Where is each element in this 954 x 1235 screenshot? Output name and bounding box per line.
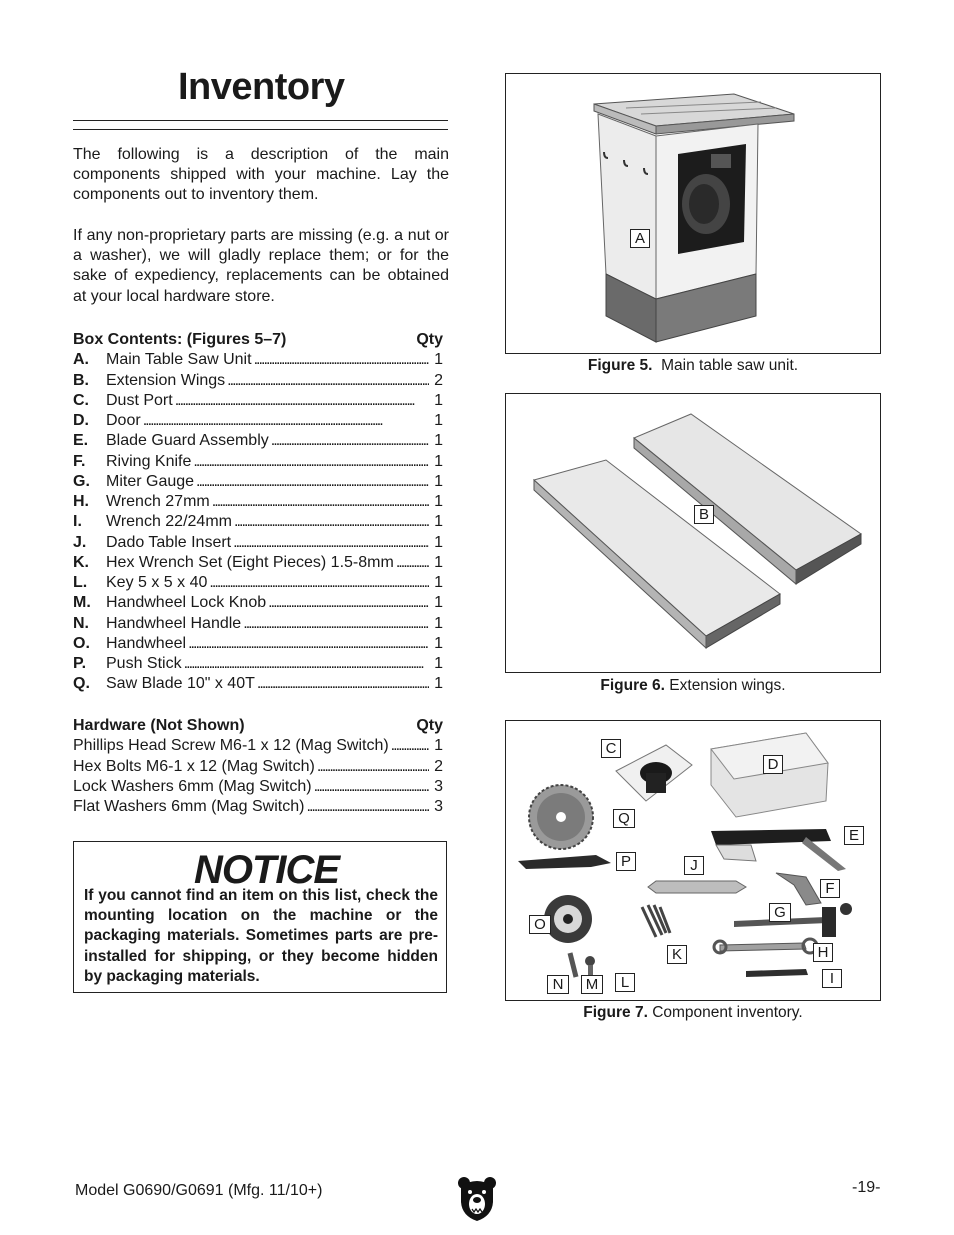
item-qty: 1: [434, 655, 443, 672]
inventory-row: [73, 778, 443, 798]
figure-caption-text: Component inventory.: [652, 1004, 803, 1021]
inventory-row: [73, 392, 443, 412]
inventory-row: [73, 615, 443, 635]
hardware-header: [73, 717, 443, 737]
inventory-row: [73, 534, 443, 554]
item-letter: F.: [73, 452, 86, 470]
inventory-row: [73, 412, 443, 432]
callout-label: L: [615, 973, 635, 992]
item-letter: H.: [73, 493, 89, 510]
inventory-row: [73, 493, 443, 513]
figure-caption-text: Extension wings.: [669, 677, 786, 694]
leader-dots: [184, 655, 429, 673]
figure-caption-text: Main table saw unit.: [661, 357, 799, 374]
table-saw-unit-illustration: [506, 74, 879, 352]
item-qty: 1: [434, 513, 443, 531]
inventory-row: [73, 554, 443, 574]
hardware-list: [73, 717, 443, 818]
callout-label: J: [684, 856, 704, 875]
item-name: Push Stick: [106, 655, 182, 672]
callout-label: K: [667, 945, 687, 964]
item-qty: 1: [434, 391, 443, 409]
figure-label: Figure 5.: [587, 357, 653, 374]
callout-label: P: [616, 852, 636, 871]
item-qty: 2: [434, 757, 443, 775]
item-letter: C.: [73, 391, 89, 409]
inventory-row: [73, 635, 443, 655]
item-qty: 1: [434, 553, 443, 571]
footer-model: Model G0690/G0691 (Mfg. 11/10+): [75, 1182, 323, 1199]
item-name: Saw Blade 10" x 40T: [106, 675, 255, 693]
leader-dots: [193, 453, 429, 471]
item-letter: Q.: [73, 675, 90, 693]
qty-header: Qty: [416, 717, 443, 734]
item-name: Wrench 27mm: [106, 493, 210, 510]
inventory-row: [73, 574, 443, 594]
figure-5-image: [505, 73, 881, 354]
item-name: Dust Port: [106, 391, 173, 409]
inventory-row: [73, 372, 443, 392]
callout-label: I: [822, 969, 842, 988]
item-name: Extension Wings: [106, 371, 226, 389]
figure-7-image: [505, 720, 881, 1001]
item-qty: 1: [434, 533, 443, 551]
box-contents-header: [73, 331, 443, 351]
inventory-row: [73, 432, 443, 452]
leader-dots: [317, 758, 429, 776]
page-title: Inventory: [178, 66, 345, 108]
inventory-row: [73, 351, 443, 371]
leader-dots: [234, 513, 429, 531]
leader-dots: [175, 392, 429, 410]
callout-label: C: [601, 739, 621, 758]
item-letter: G.: [73, 472, 90, 490]
item-qty: 1: [434, 614, 443, 632]
inventory-row: [73, 513, 443, 533]
leader-dots: [314, 778, 429, 796]
item-name: Blade Guard Assembly: [106, 432, 269, 450]
item-letter: A.: [73, 351, 89, 369]
leader-dots: [233, 534, 429, 552]
extension-wings-illustration: [506, 394, 879, 671]
item-qty: 1: [434, 452, 443, 470]
callout-label: Q: [613, 809, 635, 828]
box-contents-title: Box Contents: (Figures 5–7): [73, 331, 287, 348]
leader-dots: [227, 372, 429, 390]
callout-label: N: [547, 975, 569, 994]
leader-dots: [396, 554, 429, 572]
page-number: -19-: [852, 1179, 881, 1196]
inventory-row: [73, 737, 443, 757]
item-name: Miter Gauge: [106, 472, 195, 490]
leader-dots: [209, 574, 429, 592]
callout-label: M: [581, 975, 603, 994]
box-contents-list: [73, 331, 443, 696]
figure-label: Figure 6.: [600, 677, 665, 694]
item-letter: D.: [73, 412, 89, 429]
inventory-row: [73, 758, 443, 778]
item-name: Hex Bolts M6-1 x 12 (Mag Switch): [73, 757, 315, 775]
inventory-row: [73, 798, 443, 818]
inventory-row: [73, 594, 443, 614]
item-letter: K.: [73, 553, 89, 571]
item-letter: E.: [73, 432, 89, 450]
item-name: Handwheel: [106, 634, 187, 652]
hardware-title: Hardware (Not Shown): [73, 717, 245, 734]
callout-label: B: [694, 505, 714, 524]
item-name: Flat Washers 6mm (Mag Switch): [73, 798, 305, 815]
notice-title: NOTICE: [194, 848, 340, 892]
qty-header: Qty: [416, 331, 443, 348]
figure-5-caption: [505, 357, 881, 375]
leader-dots: [254, 351, 429, 369]
item-letter: P.: [73, 655, 87, 672]
item-qty: 3: [434, 798, 443, 815]
item-letter: L.: [73, 574, 88, 591]
figure-6-image: [505, 393, 881, 673]
item-qty: 2: [434, 371, 443, 389]
item-name: Lock Washers 6mm (Mag Switch): [73, 777, 312, 795]
inventory-row: [73, 675, 443, 695]
item-letter: O.: [73, 634, 90, 652]
item-letter: M.: [73, 594, 91, 612]
item-qty: 1: [434, 472, 443, 490]
bear-head-icon: [458, 1176, 496, 1222]
item-letter: I.: [73, 513, 82, 531]
intro-paragraph: The following is a description of the main components shipped with your machine. Lay the components out to inventory them.: [73, 146, 449, 204]
item-name: Wrench 22/24mm: [106, 513, 232, 531]
title-rule-top: [73, 120, 448, 121]
inventory-row: [73, 473, 443, 493]
notice-box: [73, 841, 447, 993]
callout-label: A: [630, 229, 650, 248]
leader-dots: [268, 594, 429, 612]
item-name: Handwheel Handle: [106, 614, 242, 632]
leader-dots: [196, 473, 429, 491]
item-name: Phillips Head Screw M6-1 x 12 (Mag Switch): [73, 737, 389, 755]
item-qty: 1: [434, 675, 443, 693]
leader-dots: [271, 432, 429, 450]
inventory-row: [73, 655, 443, 675]
leader-dots: [143, 412, 429, 430]
intro-paragraph: If any non-proprietary parts are missing (e.g. a nut or a washer), we will gladly replace them; or for the sake of expediency, replacements can be obtained at your local hardware store.: [73, 227, 449, 305]
item-qty: 1: [434, 574, 443, 591]
leader-dots: [391, 737, 429, 755]
item-qty: 1: [434, 634, 443, 652]
item-qty: 1: [434, 493, 443, 510]
figure-label: Figure 7.: [583, 1004, 648, 1021]
figure-6-caption: [505, 677, 881, 695]
leader-dots: [306, 798, 429, 816]
callout-label: G: [769, 903, 791, 922]
item-name: Riving Knife: [106, 452, 192, 470]
item-name: Hex Wrench Set (Eight Pieces) 1.5-8mm: [106, 553, 394, 571]
callout-label: O: [529, 915, 551, 934]
item-name: Key 5 x 5 x 40: [106, 574, 208, 591]
item-letter: J.: [73, 533, 87, 551]
inventory-row: [73, 453, 443, 473]
figure-7-caption: [505, 1004, 881, 1022]
item-qty: 1: [434, 737, 443, 755]
item-qty: 1: [434, 594, 443, 612]
leader-dots: [243, 615, 429, 633]
title-rule-bottom: [73, 129, 448, 130]
item-qty: 1: [434, 412, 443, 429]
leader-dots: [257, 675, 429, 693]
leader-dots: [212, 493, 429, 511]
item-letter: N.: [73, 614, 89, 632]
callout-label: F: [820, 879, 840, 898]
item-qty: 1: [434, 432, 443, 450]
item-qty: 1: [434, 351, 443, 369]
item-qty: 3: [434, 777, 443, 795]
callout-label: E: [844, 826, 864, 845]
item-letter: B.: [73, 371, 89, 389]
item-name: Door: [106, 412, 141, 429]
leader-dots: [188, 635, 429, 653]
item-name: Main Table Saw Unit: [106, 351, 252, 369]
notice-text: If you cannot find an item on this list, check the mounting location on the machine or the packaging materials. Sometimes parts are pre-installed for shipping, or they become hidden by packaging materials.: [84, 887, 438, 985]
callout-label: D: [763, 755, 783, 774]
item-name: Dado Table Insert: [106, 533, 232, 551]
callout-label: H: [813, 943, 833, 962]
item-name: Handwheel Lock Knob: [106, 594, 267, 612]
